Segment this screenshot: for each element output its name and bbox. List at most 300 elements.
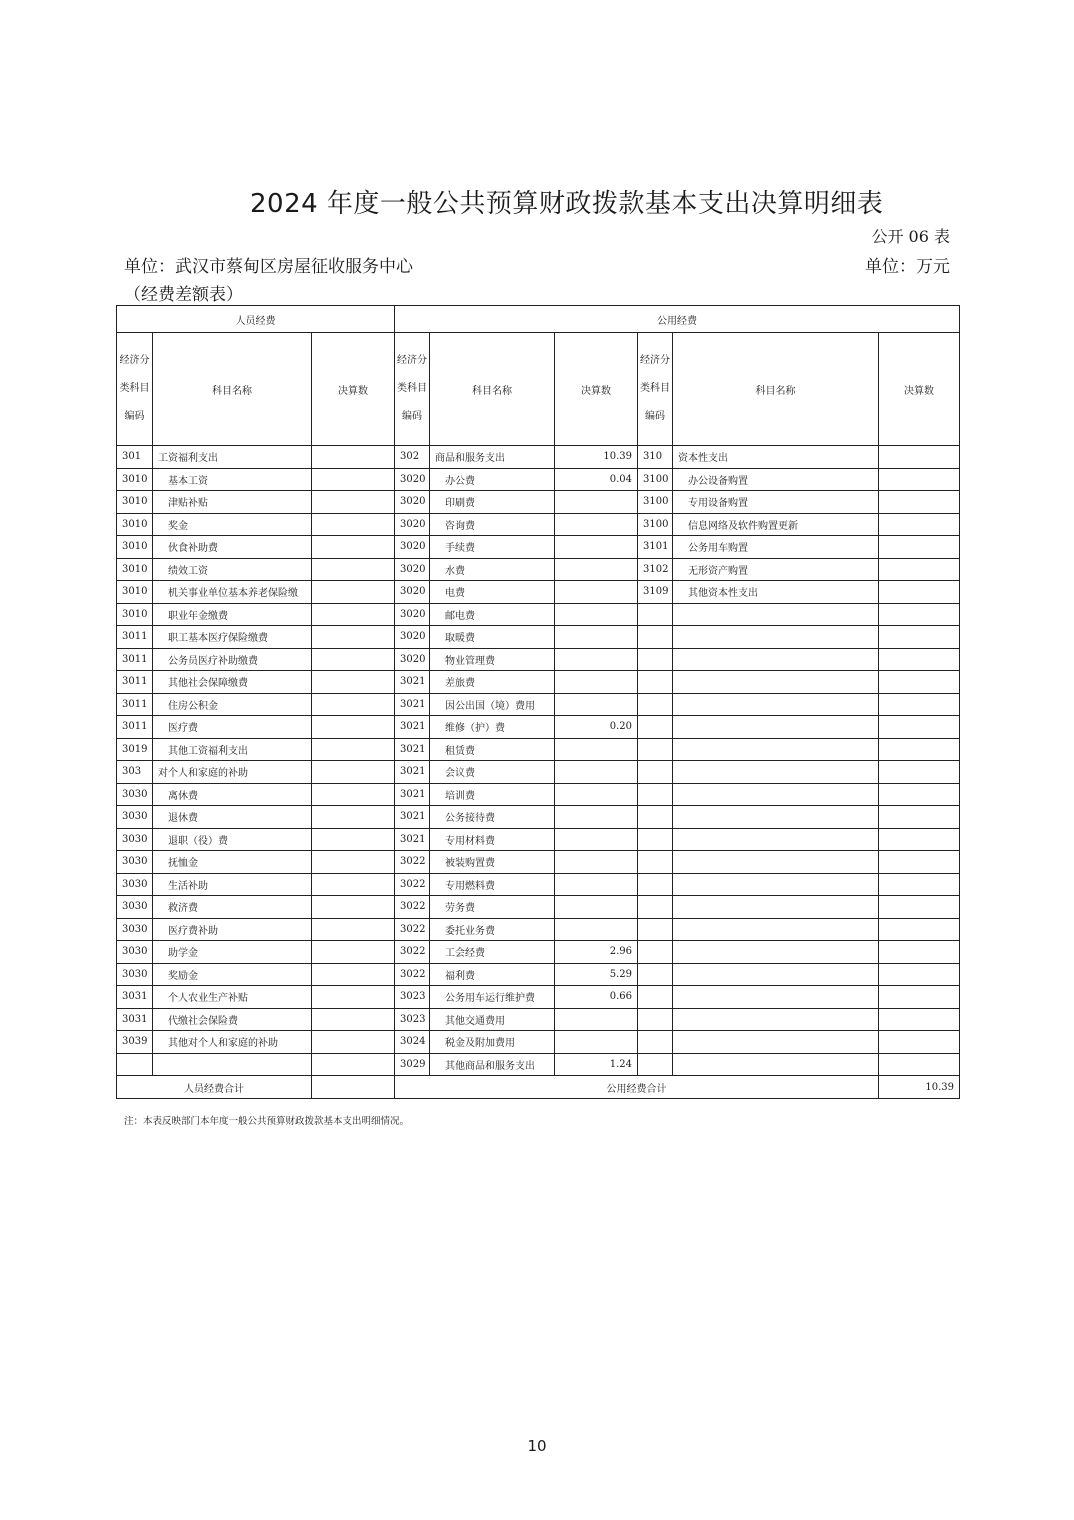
- personnel-code: 3030: [117, 963, 153, 986]
- public-total-value: 10.39: [879, 1076, 960, 1099]
- public-code: 3021: [395, 716, 430, 739]
- capital-amount: [879, 716, 960, 739]
- personnel-code: 3039: [117, 1031, 153, 1054]
- personnel-code: 3030: [117, 806, 153, 829]
- capital-amount: [879, 468, 960, 491]
- personnel-item: 医疗费: [153, 716, 312, 739]
- personnel-amount: [312, 896, 395, 919]
- capital-code: [638, 761, 673, 784]
- capital-item: [673, 963, 879, 986]
- personnel-code: 3031: [117, 1008, 153, 1031]
- capital-item: [673, 873, 879, 896]
- personnel-item: 公务员医疗补助缴费: [153, 648, 312, 671]
- public-amount: [555, 761, 638, 784]
- public-amount: [555, 581, 638, 604]
- public-amount: [555, 1008, 638, 1031]
- personnel-amount: [312, 468, 395, 491]
- personnel-item: 生活补助: [153, 873, 312, 896]
- table-row: [117, 828, 960, 851]
- personnel-amount: [312, 873, 395, 896]
- personnel-item: 助学金: [153, 941, 312, 964]
- public-amount: 1.24: [555, 1053, 638, 1076]
- page-title: 2024 年度一般公共预算财政拨款基本支出决算明细表: [250, 189, 884, 219]
- personnel-amount: [312, 581, 395, 604]
- capital-item: [673, 1053, 879, 1076]
- table-row: [117, 446, 960, 469]
- public-amount: [555, 918, 638, 941]
- personnel-amount: [312, 513, 395, 536]
- personnel-total-value: [312, 1076, 395, 1099]
- public-item: 水费: [430, 558, 555, 581]
- capital-item: [673, 693, 879, 716]
- table-row: [117, 783, 960, 806]
- personnel-code: 3011: [117, 626, 153, 649]
- personnel-item: 离休费: [153, 783, 312, 806]
- capital-item: [673, 626, 879, 649]
- table-row: [117, 738, 960, 761]
- personnel-amount: [312, 1031, 395, 1054]
- personnel-code: 3030: [117, 783, 153, 806]
- capital-amount: [879, 446, 960, 469]
- capital-amount: [879, 941, 960, 964]
- table-row: [117, 941, 960, 964]
- public-code: 302: [395, 446, 430, 469]
- capital-item: 无形资产购置: [673, 558, 879, 581]
- capital-amount: [879, 896, 960, 919]
- capital-code: [638, 941, 673, 964]
- personnel-item: 住房公积金: [153, 693, 312, 716]
- public-code: 3021: [395, 828, 430, 851]
- public-amount: [555, 671, 638, 694]
- public-item: 被装购置费: [430, 851, 555, 874]
- capital-code: [638, 1008, 673, 1031]
- public-code: 3029: [395, 1053, 430, 1076]
- personnel-amount: [312, 851, 395, 874]
- table-row: [117, 626, 960, 649]
- name-header: 科目名称: [673, 333, 879, 446]
- personnel-code: 3010: [117, 513, 153, 536]
- public-code: 3021: [395, 738, 430, 761]
- public-amount: [555, 603, 638, 626]
- personnel-amount: [312, 806, 395, 829]
- capital-code: [638, 738, 673, 761]
- public-item: 工会经费: [430, 941, 555, 964]
- personnel-amount: [312, 761, 395, 784]
- public-amount: [555, 806, 638, 829]
- table-body: [117, 446, 960, 1076]
- public-amount: [555, 558, 638, 581]
- public-item: 商品和服务支出: [430, 446, 555, 469]
- capital-amount: [879, 963, 960, 986]
- personnel-code: 3030: [117, 873, 153, 896]
- public-amount: [555, 896, 638, 919]
- public-item: 劳务费: [430, 896, 555, 919]
- personnel-amount: [312, 986, 395, 1009]
- public-code: 3022: [395, 851, 430, 874]
- capital-amount: [879, 693, 960, 716]
- public-code: 3020: [395, 513, 430, 536]
- public-item: 税金及附加费用: [430, 1031, 555, 1054]
- capital-code: [638, 783, 673, 806]
- capital-amount: [879, 828, 960, 851]
- personnel-amount: [312, 963, 395, 986]
- public-amount: [555, 873, 638, 896]
- public-amount: 0.66: [555, 986, 638, 1009]
- amount-header: 决算数: [555, 333, 638, 446]
- public-code: 3022: [395, 896, 430, 919]
- personnel-code: 3010: [117, 491, 153, 514]
- personnel-amount: [312, 716, 395, 739]
- capital-code: [638, 963, 673, 986]
- personnel-code: 3030: [117, 851, 153, 874]
- capital-item: [673, 783, 879, 806]
- expenditure-table: [116, 305, 960, 1099]
- public-item: 会议费: [430, 761, 555, 784]
- table-row: [117, 963, 960, 986]
- capital-code: [638, 828, 673, 851]
- table-row: [117, 851, 960, 874]
- table-row: [117, 1031, 960, 1054]
- personnel-item: 抚恤金: [153, 851, 312, 874]
- personnel-amount: [312, 783, 395, 806]
- public-item: 邮电费: [430, 603, 555, 626]
- capital-code: [638, 873, 673, 896]
- personnel-amount: [312, 738, 395, 761]
- table-row: [117, 693, 960, 716]
- capital-amount: [879, 671, 960, 694]
- capital-amount: [879, 603, 960, 626]
- capital-amount: [879, 1008, 960, 1031]
- capital-code: 3109: [638, 581, 673, 604]
- personnel-item: 奖励金: [153, 963, 312, 986]
- capital-item: [673, 851, 879, 874]
- capital-amount: [879, 873, 960, 896]
- capital-item: [673, 941, 879, 964]
- personnel-item: 代缴社会保险费: [153, 1008, 312, 1031]
- table-row: [117, 671, 960, 694]
- capital-amount: [879, 761, 960, 784]
- table-row: [117, 761, 960, 784]
- public-code: 3021: [395, 693, 430, 716]
- capital-item: 办公设备购置: [673, 468, 879, 491]
- public-code: 3021: [395, 806, 430, 829]
- table-row: [117, 513, 960, 536]
- personnel-code: 3030: [117, 828, 153, 851]
- table-row: [117, 873, 960, 896]
- personnel-item: 职工基本医疗保险缴费: [153, 626, 312, 649]
- public-item: 咨询费: [430, 513, 555, 536]
- personnel-item: 绩效工资: [153, 558, 312, 581]
- public-code: 3020: [395, 648, 430, 671]
- capital-amount: [879, 918, 960, 941]
- public-code: 3021: [395, 671, 430, 694]
- public-item: 培训费: [430, 783, 555, 806]
- personnel-code: 3011: [117, 716, 153, 739]
- personnel-item: 工资福利支出: [153, 446, 312, 469]
- public-item: 委托业务费: [430, 918, 555, 941]
- capital-item: [673, 738, 879, 761]
- capital-item: 资本性支出: [673, 446, 879, 469]
- personnel-amount: [312, 1053, 395, 1076]
- personnel-amount: [312, 626, 395, 649]
- table-row: [117, 986, 960, 1009]
- personnel-code: 3019: [117, 738, 153, 761]
- personnel-item: 其他社会保障缴费: [153, 671, 312, 694]
- public-amount: [555, 738, 638, 761]
- personnel-amount: [312, 693, 395, 716]
- table-row: [117, 468, 960, 491]
- public-code: 3020: [395, 491, 430, 514]
- personnel-item: [153, 1053, 312, 1076]
- capital-code: 310: [638, 446, 673, 469]
- reporting-unit: 单位：武汉市蔡甸区房屋征收服务中心: [124, 257, 413, 277]
- table-row: [117, 558, 960, 581]
- personnel-item: 退职（役）费: [153, 828, 312, 851]
- capital-code: 3100: [638, 491, 673, 514]
- amount-header: 决算数: [879, 333, 960, 446]
- personnel-code: 3031: [117, 986, 153, 1009]
- capital-item: [673, 761, 879, 784]
- capital-item: [673, 1031, 879, 1054]
- personnel-code: 3010: [117, 581, 153, 604]
- public-item: 物业管理费: [430, 648, 555, 671]
- public-item: 其他交通费用: [430, 1008, 555, 1031]
- capital-amount: [879, 536, 960, 559]
- capital-amount: [879, 1031, 960, 1054]
- header-row-groups: [117, 306, 960, 333]
- public-item: 维修（护）费: [430, 716, 555, 739]
- table-row: [117, 806, 960, 829]
- public-item: 公务接待费: [430, 806, 555, 829]
- personnel-code: 3030: [117, 896, 153, 919]
- personnel-item: 津贴补贴: [153, 491, 312, 514]
- public-amount: [555, 513, 638, 536]
- public-amount: [555, 648, 638, 671]
- personnel-amount: [312, 648, 395, 671]
- capital-amount: [879, 1053, 960, 1076]
- capital-item: [673, 671, 879, 694]
- personnel-amount: [312, 1008, 395, 1031]
- personnel-amount: [312, 603, 395, 626]
- personnel-item: 伙食补助费: [153, 536, 312, 559]
- personnel-total-label: 人员经费合计: [117, 1076, 312, 1099]
- personnel-item: 奖金: [153, 513, 312, 536]
- public-amount: [555, 783, 638, 806]
- capital-item: [673, 648, 879, 671]
- table-row: [117, 1053, 960, 1076]
- public-code: 3020: [395, 558, 430, 581]
- public-amount: 5.29: [555, 963, 638, 986]
- public-code: 3022: [395, 873, 430, 896]
- code-header: 经济分类科目编码: [395, 333, 430, 446]
- personnel-item: 救济费: [153, 896, 312, 919]
- personnel-item: 对个人和家庭的补助: [153, 761, 312, 784]
- name-header: 科目名称: [430, 333, 555, 446]
- public-amount: [555, 693, 638, 716]
- personnel-code: [117, 1053, 153, 1076]
- capital-amount: [879, 558, 960, 581]
- capital-amount: [879, 648, 960, 671]
- public-amount: [555, 851, 638, 874]
- capital-code: 3100: [638, 513, 673, 536]
- capital-code: [638, 851, 673, 874]
- capital-code: [638, 986, 673, 1009]
- capital-code: [638, 806, 673, 829]
- table-row: [117, 918, 960, 941]
- capital-code: [638, 603, 673, 626]
- capital-item: [673, 603, 879, 626]
- capital-amount: [879, 783, 960, 806]
- personnel-item: 医疗费补助: [153, 918, 312, 941]
- table-row: [117, 1008, 960, 1031]
- table-subtitle: （经费差额表）: [124, 285, 243, 305]
- capital-amount: [879, 626, 960, 649]
- name-header: 科目名称: [153, 333, 312, 446]
- capital-item: [673, 806, 879, 829]
- public-code: 3020: [395, 581, 430, 604]
- capital-amount: [879, 851, 960, 874]
- public-amount: [555, 536, 638, 559]
- capital-item: [673, 1008, 879, 1031]
- table-row: [117, 648, 960, 671]
- amount-header: 决算数: [312, 333, 395, 446]
- totals-row: [117, 1076, 960, 1099]
- capital-code: [638, 693, 673, 716]
- public-code: 3022: [395, 918, 430, 941]
- table-row: [117, 603, 960, 626]
- public-code: 3021: [395, 783, 430, 806]
- header-row-columns: [117, 333, 960, 446]
- capital-code: [638, 648, 673, 671]
- capital-item: 信息网络及软件购置更新: [673, 513, 879, 536]
- public-item: 专用燃料费: [430, 873, 555, 896]
- personnel-amount: [312, 536, 395, 559]
- capital-amount: [879, 806, 960, 829]
- personnel-item: 其他对个人和家庭的补助: [153, 1031, 312, 1054]
- personnel-amount: [312, 491, 395, 514]
- personnel-code: 3030: [117, 918, 153, 941]
- capital-item: [673, 716, 879, 739]
- public-code: 3020: [395, 603, 430, 626]
- personnel-code: 3011: [117, 671, 153, 694]
- public-amount: [555, 828, 638, 851]
- public-item: 差旅费: [430, 671, 555, 694]
- personnel-item: 机关事业单位基本养老保险缴: [153, 581, 312, 604]
- public-header: 公用经费: [395, 306, 960, 333]
- capital-code: 3101: [638, 536, 673, 559]
- personnel-code: 3030: [117, 941, 153, 964]
- public-item: 电费: [430, 581, 555, 604]
- personnel-code: 3011: [117, 648, 153, 671]
- capital-item: [673, 918, 879, 941]
- capital-item: [673, 896, 879, 919]
- personnel-amount: [312, 918, 395, 941]
- capital-code: 3102: [638, 558, 673, 581]
- capital-code: 3100: [638, 468, 673, 491]
- capital-amount: [879, 986, 960, 1009]
- personnel-amount: [312, 828, 395, 851]
- capital-amount: [879, 581, 960, 604]
- footnote: 注：本表反映部门本年度一般公共预算财政拨款基本支出明细情况。: [124, 1116, 410, 1127]
- capital-code: [638, 1053, 673, 1076]
- public-code: 3023: [395, 986, 430, 1009]
- table-row: [117, 536, 960, 559]
- table-row: [117, 716, 960, 739]
- personnel-code: 3010: [117, 536, 153, 559]
- currency-unit: 单位：万元: [865, 257, 950, 277]
- capital-code: [638, 716, 673, 739]
- personnel-amount: [312, 671, 395, 694]
- code-header: 经济分类科目编码: [638, 333, 673, 446]
- public-amount: [555, 491, 638, 514]
- capital-item: [673, 986, 879, 1009]
- public-code: 3020: [395, 536, 430, 559]
- public-item: 其他商品和服务支出: [430, 1053, 555, 1076]
- capital-amount: [879, 491, 960, 514]
- personnel-item: 退休费: [153, 806, 312, 829]
- personnel-item: 基本工资: [153, 468, 312, 491]
- public-code: 3022: [395, 963, 430, 986]
- code-header: 经济分类科目编码: [117, 333, 153, 446]
- capital-code: [638, 896, 673, 919]
- personnel-item: 其他工资福利支出: [153, 738, 312, 761]
- public-total-label: 公用经费合计: [395, 1076, 879, 1099]
- personnel-code: 3011: [117, 693, 153, 716]
- public-amount: 2.96: [555, 941, 638, 964]
- personnel-amount: [312, 558, 395, 581]
- capital-code: [638, 671, 673, 694]
- public-amount: [555, 626, 638, 649]
- public-code: 3024: [395, 1031, 430, 1054]
- public-item: 因公出国（境）费用: [430, 693, 555, 716]
- capital-item: [673, 828, 879, 851]
- public-item: 租赁费: [430, 738, 555, 761]
- personnel-code: 3010: [117, 603, 153, 626]
- public-item: 办公费: [430, 468, 555, 491]
- capital-amount: [879, 513, 960, 536]
- personnel-code: 301: [117, 446, 153, 469]
- public-item: 手续费: [430, 536, 555, 559]
- table-row: [117, 491, 960, 514]
- personnel-header: 人员经费: [117, 306, 395, 333]
- personnel-item: 个人农业生产补贴: [153, 986, 312, 1009]
- public-amount: 10.39: [555, 446, 638, 469]
- personnel-code: 3010: [117, 558, 153, 581]
- capital-code: [638, 1031, 673, 1054]
- public-item: 专用材料费: [430, 828, 555, 851]
- public-code: 3021: [395, 761, 430, 784]
- capital-item: 专用设备购置: [673, 491, 879, 514]
- public-code: 3020: [395, 626, 430, 649]
- capital-item: 公务用车购置: [673, 536, 879, 559]
- public-amount: 0.20: [555, 716, 638, 739]
- personnel-amount: [312, 446, 395, 469]
- public-code: 3022: [395, 941, 430, 964]
- table-row: [117, 896, 960, 919]
- form-number: 公开 06 表: [871, 227, 950, 246]
- personnel-code: 303: [117, 761, 153, 784]
- public-item: 公务用车运行维护费: [430, 986, 555, 1009]
- public-item: 印刷费: [430, 491, 555, 514]
- capital-code: [638, 626, 673, 649]
- capital-amount: [879, 738, 960, 761]
- capital-code: [638, 918, 673, 941]
- personnel-amount: [312, 941, 395, 964]
- public-amount: 0.04: [555, 468, 638, 491]
- table-row: [117, 581, 960, 604]
- capital-item: 其他资本性支出: [673, 581, 879, 604]
- public-item: 取暖费: [430, 626, 555, 649]
